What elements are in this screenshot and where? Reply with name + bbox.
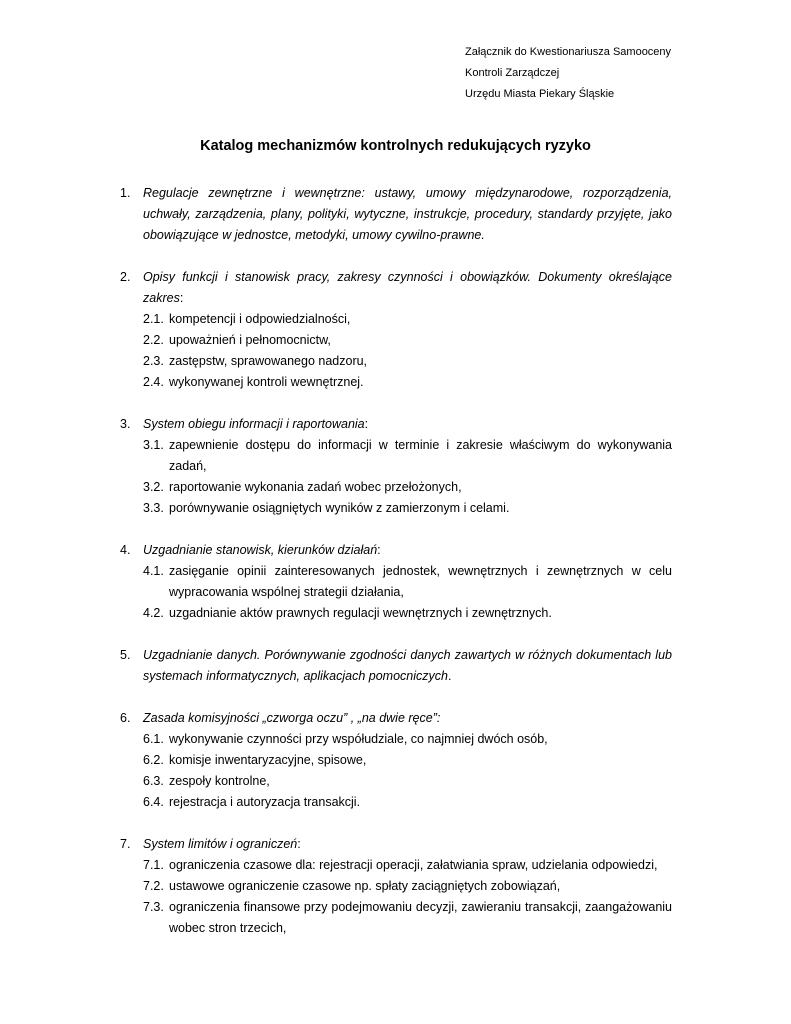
sub-item-text: ograniczenia czasowe dla: rejestracji operacji, załatwiania spraw, udzielania odpowiedzi, bbox=[169, 858, 658, 872]
item-heading-text: System limitów i ograniczeń bbox=[143, 837, 298, 851]
item-heading-text: System obiegu informacji i raportowania bbox=[143, 417, 365, 431]
header-line-2: Kontroli Zarządczej bbox=[465, 67, 560, 79]
sub-item-number: 6.1. bbox=[143, 732, 164, 746]
sub-item bbox=[143, 729, 672, 750]
sub-item-text: raportowanie wykonania zadań wobec przełożonych, bbox=[169, 480, 462, 494]
sub-item bbox=[143, 309, 672, 330]
list-item bbox=[120, 708, 672, 813]
item-heading-text: Regulacje zewnętrzne i wewnętrzne: ustawy, umowy międzynarodowe, rozporządzenia, uchwały, zarządzenia, plany, polityki, wytyczne, instrukcje, procedury, standardy przyjęte, jako obowiązujące w jednostce, metodyki, umowy cywilno-prawne. bbox=[143, 186, 672, 242]
sub-item bbox=[143, 855, 672, 876]
header-line-3: Urzędu Miasta Piekary Śląskie bbox=[465, 88, 615, 100]
sub-item-number: 2.1. bbox=[143, 312, 164, 326]
item-heading-suffix: : bbox=[377, 543, 381, 557]
sub-item-number: 6.2. bbox=[143, 753, 164, 767]
sub-item-text: kompetencji i odpowiedzialności, bbox=[169, 312, 351, 326]
list-item bbox=[120, 183, 672, 246]
sub-item-number: 3.2. bbox=[143, 480, 164, 494]
item-heading-text: Opisy funkcji i stanowisk pracy, zakresy czynności i obowiązków. Dokumenty określające zakres bbox=[143, 270, 672, 305]
sub-item-number: 4.2. bbox=[143, 606, 164, 620]
sub-item-number: 7.1. bbox=[143, 858, 164, 872]
item-heading-text: Uzgadnianie stanowisk, kierunków działań bbox=[143, 543, 378, 557]
sub-item-text: wykonywanie czynności przy współudziale, co najmniej dwóch osób, bbox=[169, 732, 548, 746]
sub-item-text: upoważnień i pełnomocnictw, bbox=[169, 333, 331, 347]
sub-item-text: ograniczenia finansowe przy podejmowaniu decyzji, zawieraniu transakcji, zaangażowaniu wobec stron trzecich, bbox=[169, 900, 672, 935]
sub-item-text: uzgadnianie aktów prawnych regulacji wewnętrznych i zewnętrznych. bbox=[169, 606, 552, 620]
sub-item-number: 2.2. bbox=[143, 333, 164, 347]
sub-item-text: wykonywanej kontroli wewnętrznej. bbox=[169, 375, 364, 389]
sub-item-text: zapewnienie dostępu do informacji w terminie i zakresie właściwym do wykonywania zadań, bbox=[169, 438, 672, 473]
sub-item bbox=[143, 897, 672, 939]
item-heading bbox=[143, 645, 672, 687]
sub-item-text: zastępstw, sprawowanego nadzoru, bbox=[169, 354, 368, 368]
item-heading bbox=[143, 540, 672, 561]
item-number: 7. bbox=[120, 837, 131, 851]
item-number: 6. bbox=[120, 711, 131, 725]
sub-item bbox=[143, 351, 672, 372]
item-heading bbox=[143, 708, 672, 729]
sub-item bbox=[143, 477, 672, 498]
sub-item-number: 7.2. bbox=[143, 879, 164, 893]
sub-item-text: rejestracja i autoryzacja transakcji. bbox=[169, 795, 361, 809]
sub-item-text: ustawowe ograniczenie czasowe np. spłaty zaciągniętych zobowiązań, bbox=[169, 879, 561, 893]
sub-item-text: zespoły kontrolne, bbox=[169, 774, 270, 788]
item-number: 5. bbox=[120, 648, 131, 662]
sub-item bbox=[143, 561, 672, 603]
control-mechanisms-list bbox=[120, 183, 672, 939]
sub-item-number: 2.4. bbox=[143, 375, 164, 389]
sub-item-number: 4.1. bbox=[143, 564, 164, 578]
item-heading-text: Zasada komisyjności „czworga oczu” , „na dwie ręce”: bbox=[143, 711, 441, 725]
sub-item-text: zasięganie opinii zainteresowanych jednostek, wewnętrznych i zewnętrznych w celu wypracowania wspólnej strategii działania, bbox=[169, 564, 672, 599]
sub-item bbox=[143, 750, 672, 771]
item-heading-suffix: : bbox=[297, 837, 301, 851]
sub-item bbox=[143, 498, 672, 519]
sub-item bbox=[143, 771, 672, 792]
sub-item bbox=[143, 603, 672, 624]
item-heading bbox=[143, 267, 672, 309]
item-heading bbox=[143, 414, 672, 435]
item-number: 2. bbox=[120, 270, 131, 284]
document-title: Katalog mechanizmów kontrolnych redukujących ryzyko bbox=[200, 138, 591, 154]
sub-item bbox=[143, 876, 672, 897]
sub-item-number: 3.3. bbox=[143, 501, 164, 515]
item-number: 3. bbox=[120, 417, 131, 431]
list-item bbox=[120, 645, 672, 687]
list-item bbox=[120, 267, 672, 393]
sub-item bbox=[143, 435, 672, 477]
sub-item-number: 2.3. bbox=[143, 354, 164, 368]
item-heading-text: Uzgadnianie danych. Porównywanie zgodności danych zawartych w różnych dokumentach lub systemach informatycznych, aplikacjach pomocniczych bbox=[143, 648, 672, 683]
sub-item-number: 7.3. bbox=[143, 900, 164, 914]
sub-item bbox=[143, 330, 672, 351]
sub-item-number: 6.3. bbox=[143, 774, 164, 788]
item-heading-suffix: : bbox=[364, 417, 369, 431]
item-number: 1. bbox=[120, 186, 131, 200]
sub-item-number: 6.4. bbox=[143, 795, 164, 809]
sub-item bbox=[143, 372, 672, 393]
list-item bbox=[120, 540, 672, 624]
list-item bbox=[120, 414, 672, 519]
sub-item bbox=[143, 792, 672, 813]
item-heading bbox=[143, 834, 672, 855]
item-number: 4. bbox=[120, 543, 131, 557]
sub-item-text: komisje inwentaryzacyjne, spisowe, bbox=[169, 753, 367, 767]
header-line-1: Załącznik do Kwestionariusza Samooceny bbox=[465, 46, 672, 58]
sub-item-number: 3.1. bbox=[143, 438, 164, 452]
item-heading-suffix: : bbox=[179, 291, 184, 305]
item-heading bbox=[143, 183, 672, 246]
attachment-header bbox=[465, 42, 671, 105]
list-item bbox=[120, 834, 672, 939]
item-heading-suffix: . bbox=[447, 669, 452, 683]
sub-item-text: porównywanie osiągniętych wyników z zamierzonym i celami. bbox=[169, 501, 510, 515]
